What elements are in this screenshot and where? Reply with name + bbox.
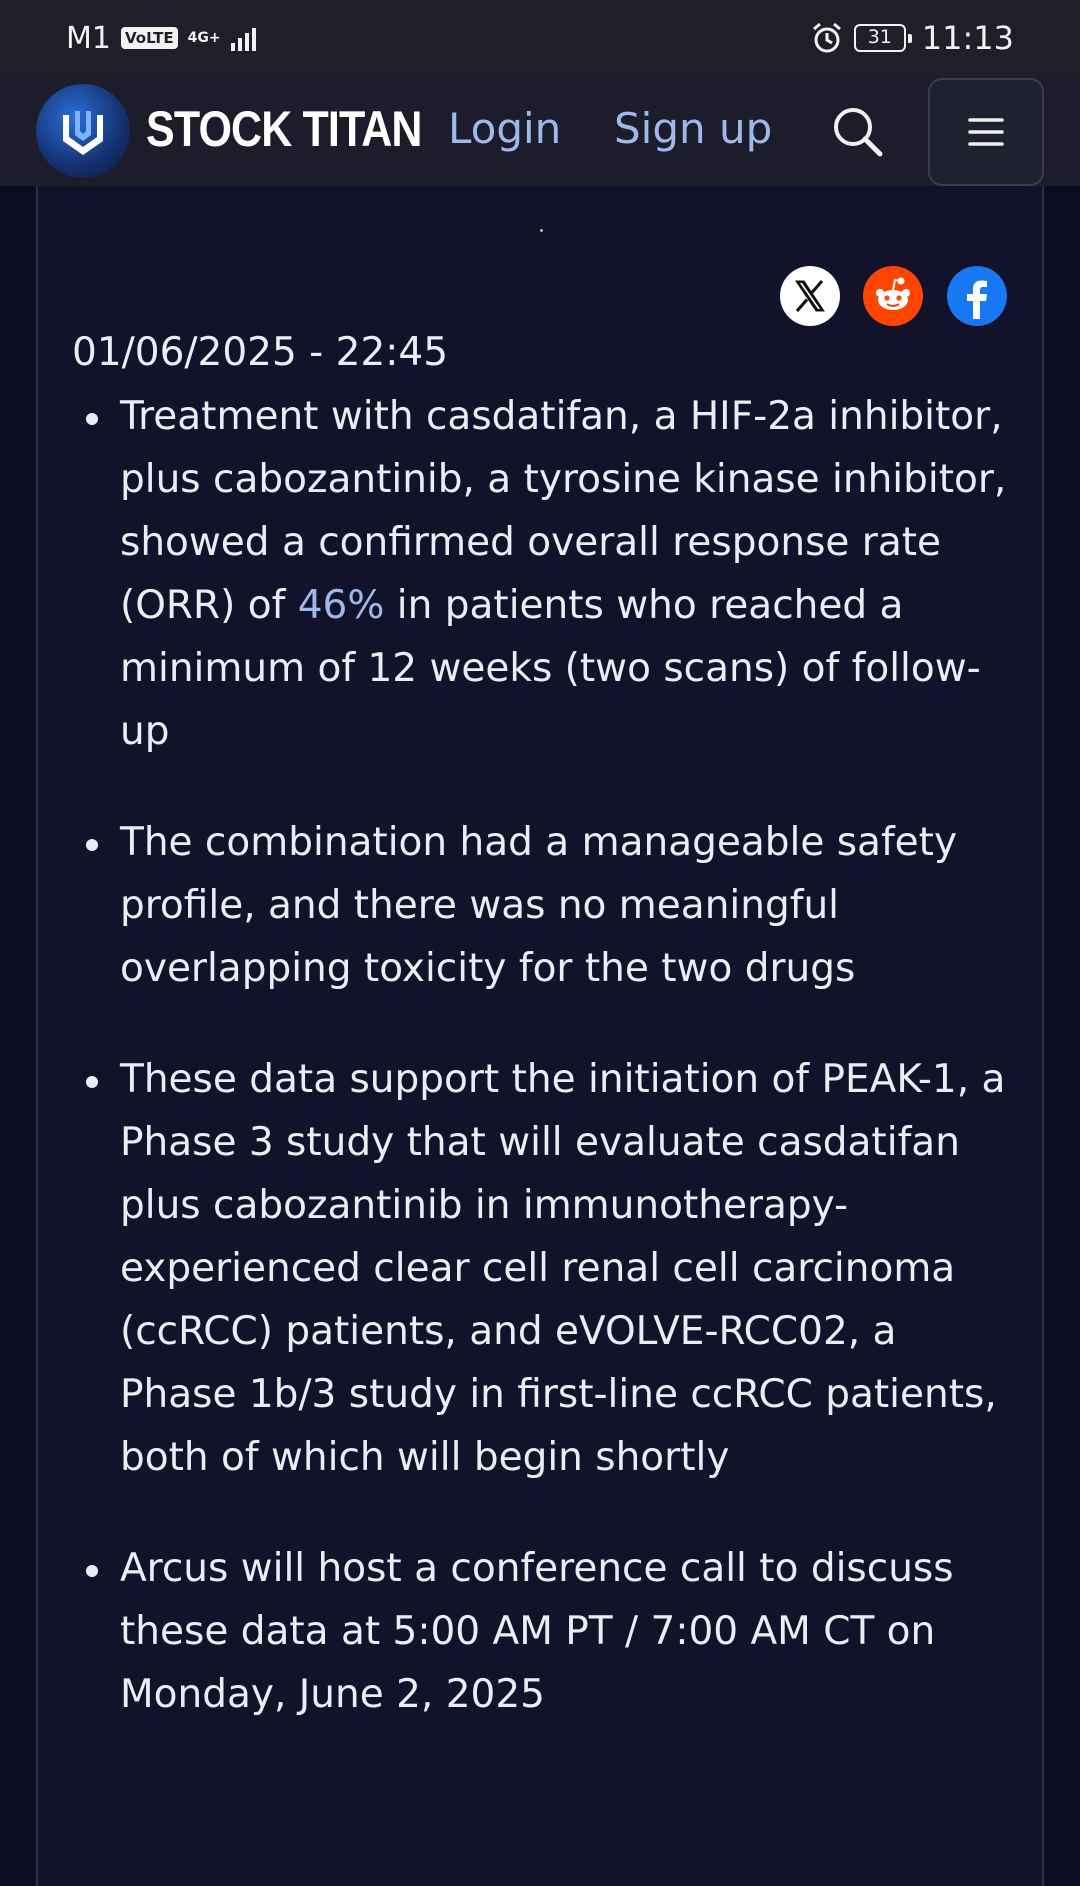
bullet-text: Treatment with casdatifan, a HIF-2a inhibitor, plus cabozantinib, a tyrosine kinase inhibitor, showed a confirmed overall response rate (ORR) of	[120, 394, 1007, 628]
network-type: 4G+	[187, 30, 221, 46]
facebook-icon	[957, 273, 997, 319]
list-item	[72, 1537, 1016, 1726]
login-link[interactable]: Login	[448, 104, 562, 153]
bullet-text: in patients who reached a minimum of 12 weeks (two scans) of follow-up	[120, 583, 981, 754]
key-points-list	[72, 385, 1016, 1774]
status-bar	[0, 0, 1080, 76]
bullet-text: The combination had a manageable safety profile, and there was no meaningful overlapping toxicity for the two drugs	[120, 820, 958, 991]
carrier-label: M1	[66, 20, 111, 56]
search-button[interactable]	[828, 102, 888, 162]
search-icon	[828, 102, 888, 162]
reddit-icon	[871, 274, 915, 318]
brand-name[interactable]: STOCK TITAN	[146, 101, 422, 157]
article-date: 01/06/2025 - 22:45	[72, 330, 449, 375]
share-reddit-button[interactable]	[863, 266, 923, 326]
orr-highlight: 46%	[297, 583, 385, 628]
share-facebook-button[interactable]	[947, 266, 1007, 326]
list-item	[72, 811, 1016, 1000]
x-logo-icon	[791, 277, 829, 315]
alarm-icon	[810, 21, 844, 55]
logo-mark-icon	[53, 101, 113, 161]
list-item	[72, 1048, 1016, 1489]
top-navbar	[0, 76, 1080, 186]
battery-indicator: 31	[854, 24, 906, 52]
hamburger-menu-icon	[966, 115, 1006, 149]
stock-titan-logo[interactable]	[36, 84, 130, 178]
bullet-text: Arcus will host a conference call to discuss these data at 5:00 AM PT / 7:00 AM CT on Monday, June 2, 2025	[120, 1546, 954, 1717]
clock: 11:13	[921, 19, 1014, 57]
bullet-text: These data support the initiation of PEAK-1, a Phase 3 study that will evaluate casdatifan plus cabozantinib in immunotherapy-experienced clear cell renal cell carcinoma (ccRCC) patients, and eVOLVE-RCC02, a Phase 1b/3 study in first-line ccRCC patients, both of which will begin shortly	[120, 1057, 1006, 1480]
share-x-button[interactable]	[780, 266, 840, 326]
signal-icon	[231, 25, 256, 51]
volte-badge: VoLTE	[121, 27, 178, 49]
menu-button[interactable]	[928, 78, 1044, 186]
list-item	[72, 385, 1016, 763]
signup-link[interactable]: Sign up	[614, 104, 773, 153]
separator-dot	[540, 229, 543, 232]
